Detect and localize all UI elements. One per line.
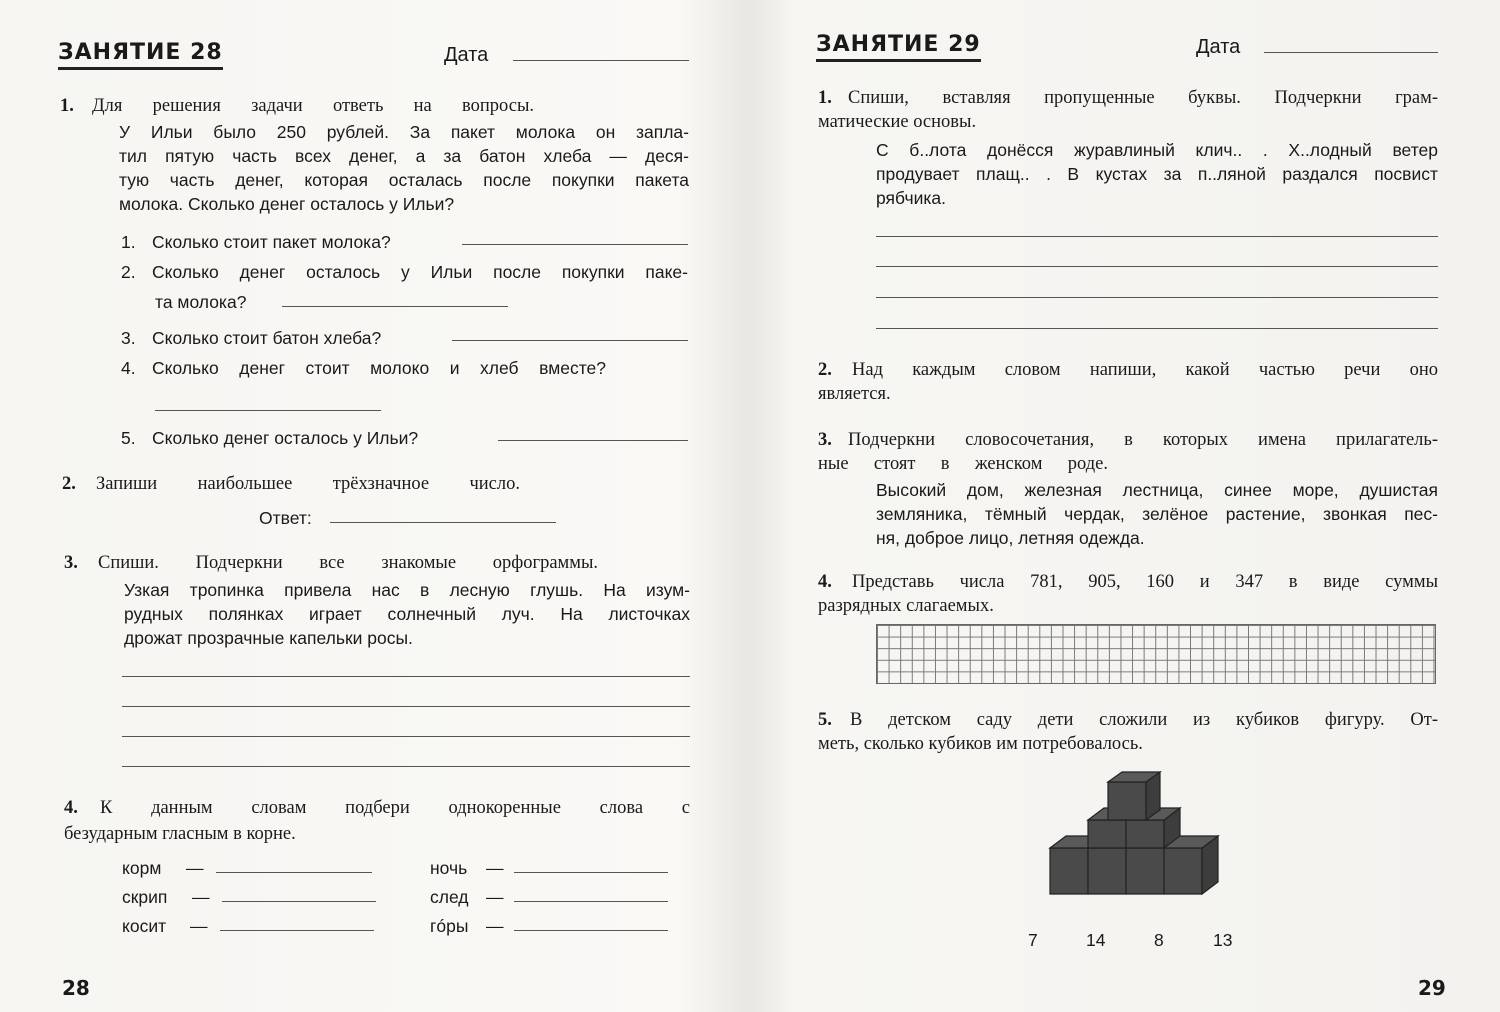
answer-option[interactable]: 13 xyxy=(1213,930,1233,950)
writing-line[interactable] xyxy=(876,236,1438,237)
passage-line: рябчика. xyxy=(876,188,946,208)
passage-line: продувает плащ.. . В кустах за п..ляной раздался посвист xyxy=(876,164,1438,184)
task-text: Подчеркни словосочетания, в которых имена прилагатель- xyxy=(848,430,1438,450)
task-text: является. xyxy=(818,384,891,404)
writing-line[interactable] xyxy=(876,266,1438,267)
task-text: Спиши, вставляя пропущенные буквы. Подчеркни грам- xyxy=(848,88,1438,108)
dash: — xyxy=(486,916,504,936)
task-number: 4. xyxy=(64,798,78,818)
writing-line[interactable] xyxy=(876,297,1438,298)
answer-line[interactable] xyxy=(498,440,688,441)
task-text: К данным словам подбери однокоренные слова с xyxy=(100,798,690,818)
writing-line[interactable] xyxy=(122,676,690,677)
answer-line[interactable] xyxy=(514,901,668,902)
answer-line[interactable] xyxy=(220,930,374,931)
problem-line: У Ильи было 250 рублей. За пакет молока он запла- xyxy=(119,122,689,142)
task-text: Запиши наибольшее трёхзначное число. xyxy=(96,474,520,494)
answer-line[interactable] xyxy=(216,872,372,873)
answer-line[interactable] xyxy=(452,340,688,341)
word-item: скрип xyxy=(122,887,168,907)
task-number: 3. xyxy=(64,553,78,573)
question-number: 4. xyxy=(121,358,136,378)
answer-line[interactable] xyxy=(282,306,508,307)
task-number: 4. xyxy=(818,572,832,592)
writing-line[interactable] xyxy=(122,766,690,767)
passage-line: рудных полянках играет солнечный луч. На листочках xyxy=(124,604,690,624)
word-item: след xyxy=(430,887,469,907)
writing-line[interactable] xyxy=(876,328,1438,329)
question-text-cont: та молока? xyxy=(155,292,247,312)
writing-line[interactable] xyxy=(122,706,690,707)
task-number: 1. xyxy=(60,96,74,116)
task-text: Для решения задачи ответь на вопросы. xyxy=(92,96,534,116)
task-number: 3. xyxy=(818,430,832,450)
task-number: 1. xyxy=(818,88,832,108)
lesson-heading: ЗАНЯТИЕ 29 xyxy=(816,32,981,62)
date-label: Дата xyxy=(444,44,489,66)
answer-line[interactable] xyxy=(330,522,556,523)
task-text: В детском саду дети сложили из кубиков фигуру. От- xyxy=(850,710,1438,730)
problem-line: тую часть денег, которая осталась после покупки пакета xyxy=(119,170,689,190)
date-field[interactable] xyxy=(513,60,689,61)
date-label: Дата xyxy=(1196,36,1241,58)
page-29 xyxy=(756,0,1500,1012)
passage-line: земляника, тёмный чердак, зелёное растение, звонкая пес- xyxy=(876,504,1438,524)
cube-face xyxy=(1050,848,1088,894)
cube-face xyxy=(1088,820,1126,848)
task-text: разрядных слагаемых. xyxy=(818,596,994,616)
question-text: Сколько денег осталось у Ильи? xyxy=(152,428,419,448)
passage-line: Узкая тропинка привела нас в лесную глушь. На изум- xyxy=(124,580,690,600)
answer-line[interactable] xyxy=(462,244,688,245)
dash: — xyxy=(190,916,208,936)
word-item: гóры xyxy=(430,916,469,936)
task-text: матические основы. xyxy=(818,112,977,132)
task-text: ные стоят в женском роде. xyxy=(818,454,1108,474)
cube-face xyxy=(1126,848,1164,894)
answer-option[interactable]: 7 xyxy=(1028,930,1038,950)
question-number: 2. xyxy=(121,262,136,282)
answer-line[interactable] xyxy=(222,901,376,902)
date-field[interactable] xyxy=(1264,52,1438,53)
dash: — xyxy=(186,858,204,878)
word-item: косит xyxy=(122,916,167,936)
question-number: 3. xyxy=(121,328,136,348)
page-number: 29 xyxy=(1418,976,1446,1000)
dash: — xyxy=(192,887,210,907)
question-text: Сколько стоит пакет молока? xyxy=(152,232,391,252)
dash: — xyxy=(486,858,504,878)
passage-line: Высокий дом, железная лестница, синее море, душистая xyxy=(876,480,1438,500)
page-number: 28 xyxy=(62,976,90,1000)
answer-option[interactable]: 14 xyxy=(1086,930,1106,950)
passage-line: дрожат прозрачные капельки росы. xyxy=(124,628,413,648)
task-number: 2. xyxy=(818,360,832,380)
task-text: меть, сколько кубиков им потребовалось. xyxy=(818,734,1143,754)
passage-line: С б..лота донёсся журавлиный клич.. . Х..лодный ветер xyxy=(876,140,1438,160)
answer-line[interactable] xyxy=(514,930,668,931)
cube-face xyxy=(1108,782,1146,820)
passage-line: ня, доброе лицо, летняя одежда. xyxy=(876,528,1145,548)
question-number: 1. xyxy=(121,232,136,252)
cube-face xyxy=(1126,820,1164,848)
answer-line[interactable] xyxy=(514,872,668,873)
answer-option[interactable]: 8 xyxy=(1154,930,1164,950)
question-text: Сколько денег осталось у Ильи после покупки паке- xyxy=(152,262,688,282)
word-item: ночь xyxy=(430,858,468,878)
problem-line: молока. Сколько денег осталось у Ильи? xyxy=(119,194,455,214)
writing-line[interactable] xyxy=(122,736,690,737)
answer-line[interactable] xyxy=(155,410,381,411)
word-item: корм xyxy=(122,858,162,878)
task-number: 2. xyxy=(62,474,76,494)
task-text: безударным гласным в корне. xyxy=(64,824,296,844)
task-text: Над каждым словом напиши, какой частью речи оно xyxy=(852,360,1438,380)
problem-line: тил пятую часть всех денег, а за батон хлеба — деся- xyxy=(119,146,689,166)
dash: — xyxy=(486,887,504,907)
task-text: Представь числа 781, 905, 160 и 347 в виде суммы xyxy=(852,572,1438,592)
question-text: Сколько денег стоит молоко и хлеб вместе? xyxy=(152,358,606,378)
answer-label: Ответ: xyxy=(259,508,312,528)
cube-figure xyxy=(1046,770,1236,900)
question-text: Сколько стоит батон хлеба? xyxy=(152,328,382,348)
task-text: Спиши. Подчеркни все знакомые орфограммы. xyxy=(98,553,598,573)
lesson-heading: ЗАНЯТИЕ 28 xyxy=(58,40,223,70)
question-number: 5. xyxy=(121,428,136,448)
task-number: 5. xyxy=(818,710,832,730)
cube-face xyxy=(1164,848,1202,894)
squared-writing-grid[interactable] xyxy=(876,624,1436,684)
cube-face xyxy=(1088,848,1126,894)
